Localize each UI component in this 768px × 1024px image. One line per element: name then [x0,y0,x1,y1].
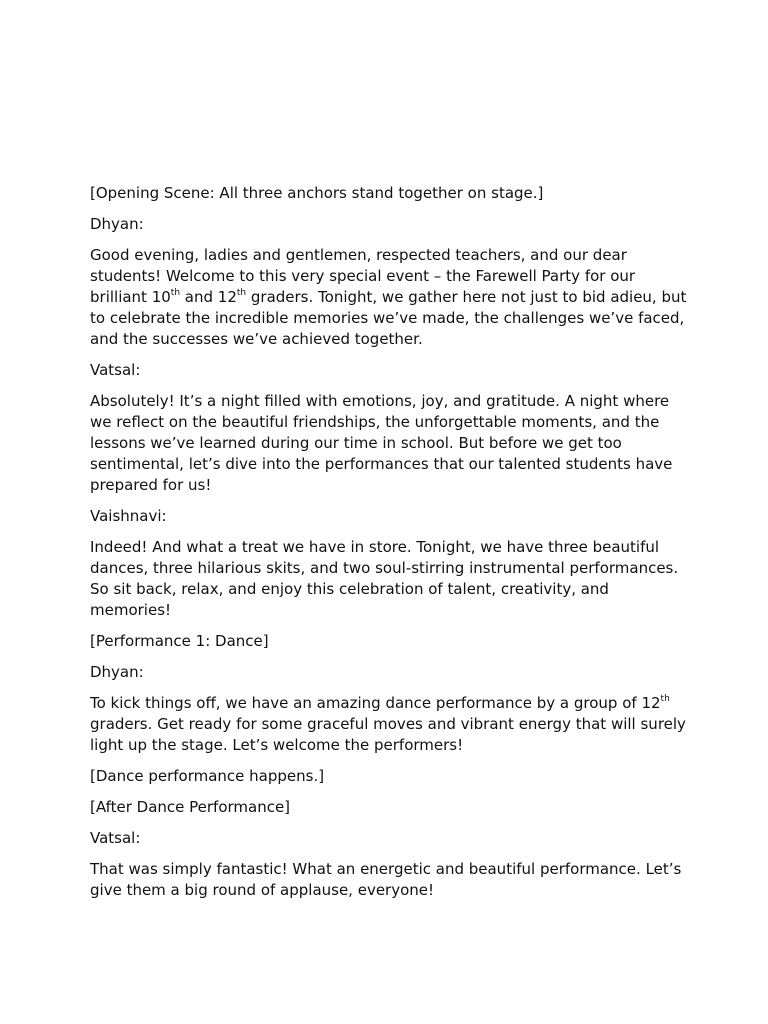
text-run: Vatsal: [90,829,141,847]
ordinal-superscript: th [170,288,181,298]
ordinal-superscript: th [660,694,670,704]
text-run: [Performance 1: Dance] [90,632,269,650]
text-run: Good evening, ladies and gentlemen, respected teachers, and our dear students! Welcome to this very special event – the Farewell Party for our brilliant 10 [90,246,636,306]
speaker-vatsal-2 [90,828,690,849]
text-run: [After Dance Performance] [90,798,291,816]
text-run: Vatsal: [90,361,141,379]
text-run: Dhyan: [90,215,144,233]
speaker-dhyan-2 [90,662,690,683]
speaker-dhyan-1 [90,214,690,235]
text-run: [Dance performance happens.] [90,767,325,785]
dialogue-3 [90,537,690,621]
speaker-vatsal-1 [90,360,690,381]
speaker-vaishnavi-1 [90,506,690,527]
stage-direction-1 [90,766,690,787]
dialogue-2 [90,391,690,496]
text-run: graders. Get ready for some graceful moves and vibrant energy that will surely light up the stage. Let’s welcome the performers! [90,715,686,754]
dialogue-5 [90,859,690,901]
opening-scene [90,183,690,204]
text-run: [Opening Scene: All three anchors stand together on stage.] [90,184,544,202]
text-run: and 12 [180,288,237,306]
text-run: That was simply fantastic! What an energetic and beautiful performance. Let’s give them a big round of applause, everyone! [90,860,682,899]
script-body [90,183,690,911]
dialogue-1 [90,245,690,350]
text-run: Indeed! And what a treat we have in store. Tonight, we have three beautiful dances, three hilarious skits, and two soul-stirring instrumental performances. So sit back, relax, and enjoy this celebration of talent, creativity, and memories! [90,538,679,619]
stage-direction-2 [90,797,690,818]
text-run: Dhyan: [90,663,144,681]
text-run: graders. Tonight, we gather here not just to bid adieu, but to celebrate the incredible memories we’ve made, the challenges we’ve faced, and the successes we’ve achieved together. [90,288,687,348]
ordinal-superscript: th [236,288,247,298]
text-run: To kick things off, we have an amazing dance performance by a group of 12 [90,694,661,712]
dialogue-4 [90,693,690,756]
text-run: Absolutely! It’s a night filled with emotions, joy, and gratitude. A night where we reflect on the beautiful friendships, the unforgettable moments, and the lessons we’ve learned during our time in school. But before we get too sentimental, let’s dive into the performances that our talented students have prepared for us! [90,392,673,494]
performance-1-heading [90,631,690,652]
text-run: Vaishnavi: [90,507,167,525]
